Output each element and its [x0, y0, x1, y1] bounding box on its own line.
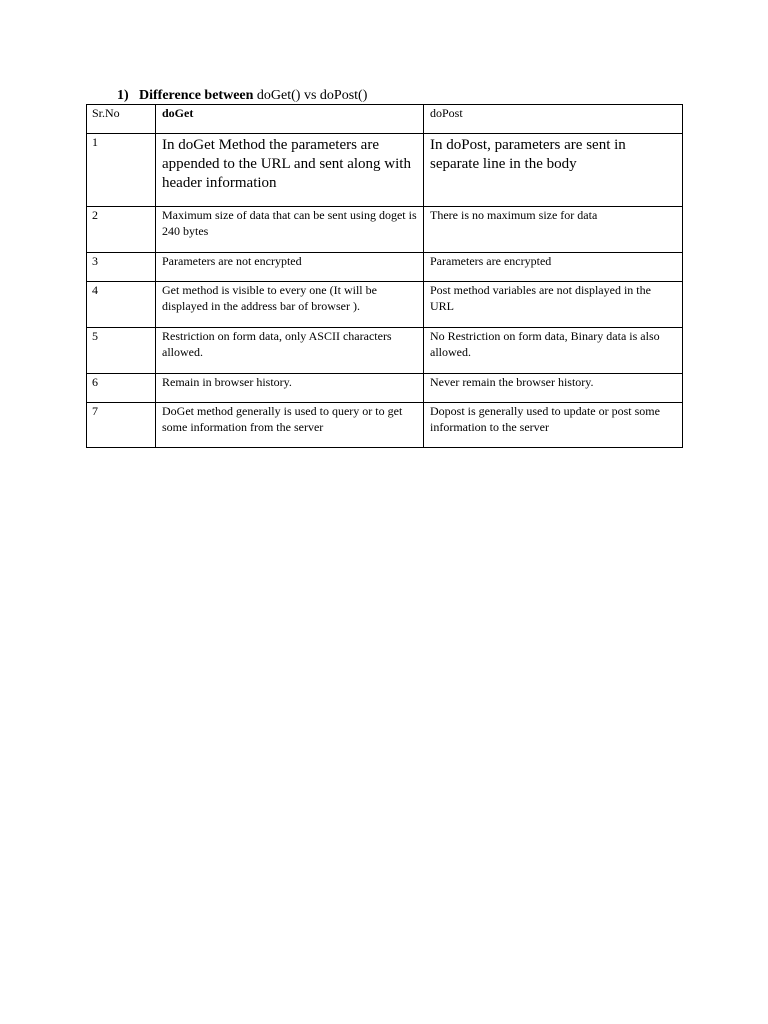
cell-dopost: Post method variables are not displayed in the URL	[424, 282, 683, 328]
cell-srno: 1	[87, 134, 156, 207]
heading-bold-text: Difference between	[139, 88, 254, 103]
comparison-table	[86, 104, 683, 448]
cell-doget: Get method is visible to every one (It will be displayed in the address bar of browser ).	[156, 282, 424, 328]
cell-srno: 2	[87, 207, 156, 253]
cell-dopost: In doPost, parameters are sent in separate line in the body	[424, 134, 683, 207]
heading-number: 1)	[117, 88, 129, 103]
cell-dopost: Never remain the browser history.	[424, 374, 683, 403]
header-cell-doget: doGet	[156, 105, 424, 134]
cell-doget: Remain in browser history.	[156, 374, 424, 403]
cell-srno: 7	[87, 403, 156, 448]
table-row	[87, 328, 683, 374]
table-row	[87, 207, 683, 253]
cell-doget: Parameters are not encrypted	[156, 253, 424, 282]
header-cell-srno: Sr.No	[87, 105, 156, 134]
cell-dopost: No Restriction on form data, Binary data is also allowed.	[424, 328, 683, 374]
table-row	[87, 282, 683, 328]
cell-doget: Restriction on form data, only ASCII characters allowed.	[156, 328, 424, 374]
section-heading	[117, 87, 367, 105]
header-cell-dopost: doPost	[424, 105, 683, 134]
cell-srno: 4	[87, 282, 156, 328]
cell-srno: 6	[87, 374, 156, 403]
table-row	[87, 374, 683, 403]
cell-doget: In doGet Method the parameters are appended to the URL and sent along with header information	[156, 134, 424, 207]
heading-rest-text: doGet() vs doPost()	[256, 88, 368, 103]
cell-dopost: There is no maximum size for data	[424, 207, 683, 253]
cell-srno: 3	[87, 253, 156, 282]
table-header-row	[87, 105, 683, 134]
cell-srno: 5	[87, 328, 156, 374]
table-row	[87, 253, 683, 282]
table-row	[87, 134, 683, 207]
cell-doget: Maximum size of data that can be sent using doget is 240 bytes	[156, 207, 424, 253]
table-row	[87, 403, 683, 448]
cell-dopost: Dopost is generally used to update or post some information to the server	[424, 403, 683, 448]
cell-dopost: Parameters are encrypted	[424, 253, 683, 282]
cell-doget: DoGet method generally is used to query or to get some information from the server	[156, 403, 424, 448]
